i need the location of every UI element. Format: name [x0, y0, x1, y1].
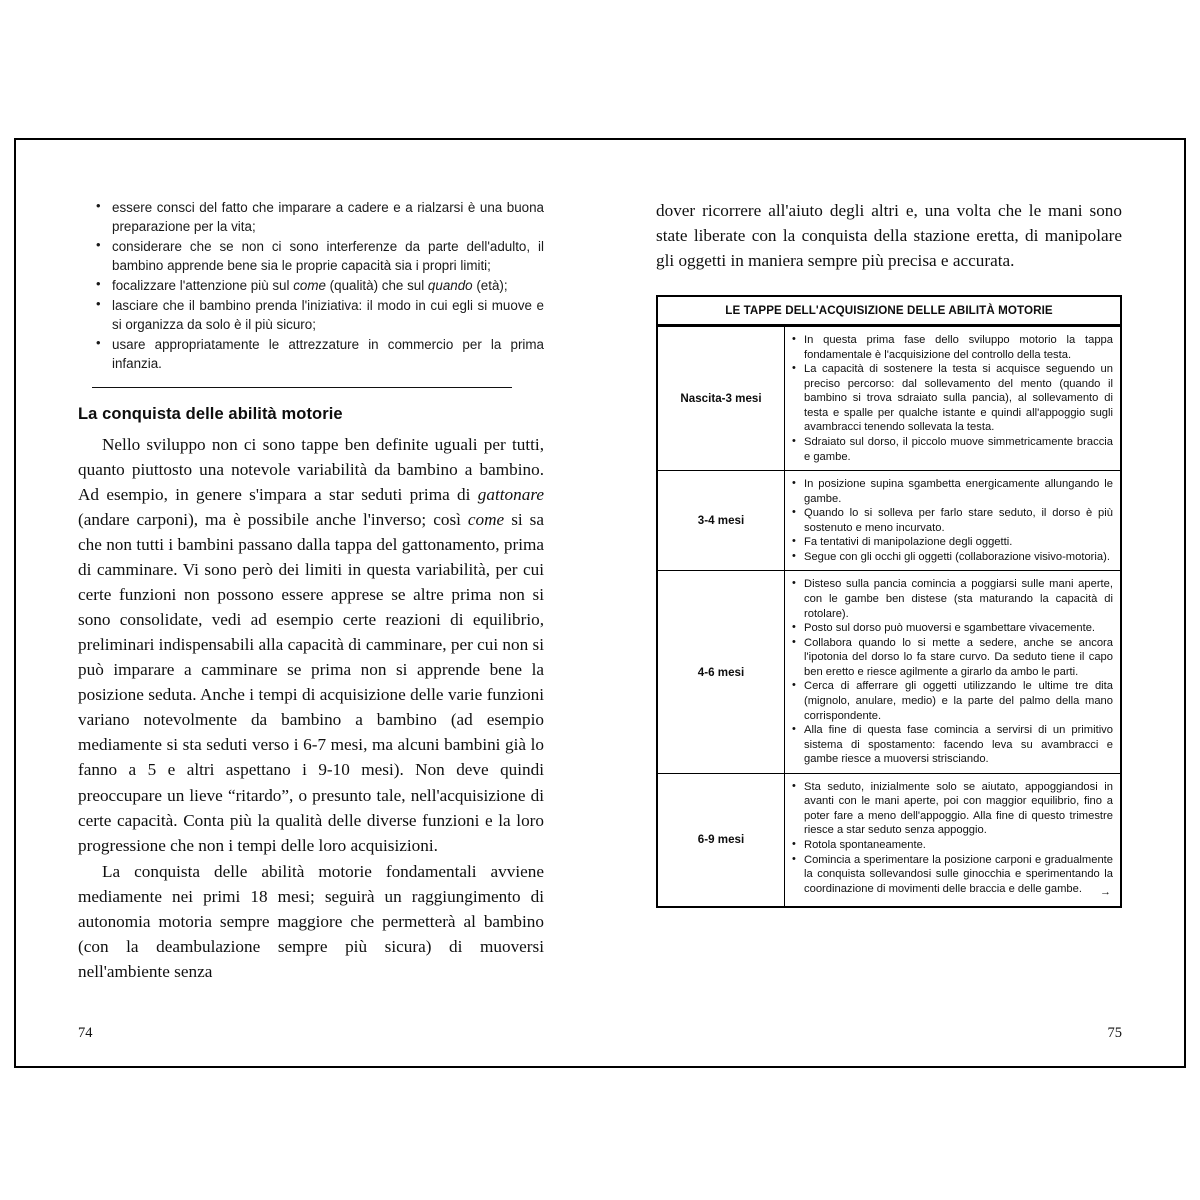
list-item: • Fa tentativi di manipolazione degli oggetti.: [792, 535, 1113, 550]
list-item: • Comincia a sperimentare la posizione carponi e gradualmente la conquista sollevandosi sulle ginocchia e sperimentando la coordinazione di movimenti delle braccia e delle gambe.: [792, 853, 1113, 897]
body-paragraph-2: La conquista delle abilità motorie fondamentali avviene mediamente nei primi 18 mesi; seguirà un raggiungimento di autonomia motoria sempre maggiore che permetterà al bambino (con la deambulazione sempre più sicura) di muoversi nell'ambiente senza: [78, 861, 544, 981]
age-cell: 3-4 mesi: [657, 471, 785, 571]
bullet-text-2: focalizzare l'attenzione più sul come (qualità) che sul quando (età);: [112, 278, 508, 294]
age-cell: Nascita-3 mesi: [657, 326, 785, 471]
page-number-right: 75: [1107, 1025, 1122, 1041]
intro-paragraph: dover ricorrere all'aiuto degli altri e, una volta che le mani sono state liberate con la conquista della stazione eretta, di manipolare gli oggetti in maniera sempre più precisa e accurata.: [656, 201, 1122, 271]
bullet-list: [92, 198, 544, 373]
bullet-text-0: essere consci del fatto che imparare a cadere e a rialzarsi è una buona preparazione per la vita;: [112, 200, 544, 235]
book-spread: [14, 138, 1186, 1068]
list-item: • In questa prima fase dello sviluppo motorio la tappa fondamentale è l'acquisizione del controllo della testa.: [792, 333, 1113, 362]
list-item: • Sdraiato sul dorso, il piccolo muove simmetricamente braccia e gambe.: [792, 435, 1113, 464]
motor-skills-table: [656, 295, 1122, 908]
list-item: • La capacità di sostenere la testa si acquisce seguendo un preciso percorso: dal sollevamento del mento (quando il bambino si trova sdraiato sulla pancia), al sollevamento di testa e spalle per qualche istante e quindi all'appoggio sugli avambracci tenendo sollevata la testa.: [792, 362, 1113, 435]
list-item: • Segue con gli occhi gli oggetti (collaborazione visivo-motoria).: [792, 550, 1113, 565]
left-page: [16, 140, 600, 1066]
table-row: [657, 571, 1121, 773]
age-cell: 4-6 mesi: [657, 571, 785, 773]
bullet-text-1: considerare che se non ci sono interferenze da parte dell'adulto, il bambino apprende bene sia le proprie capacità sia i propri limiti;: [112, 239, 544, 274]
list-item: [92, 296, 544, 334]
description-cell: [785, 471, 1122, 571]
list-item: • Sta seduto, inizialmente solo se aiutato, appoggiandosi in avanti con le mani aperte, poi con maggior equilibrio, fino a poter fare a meno dell'appoggio. Alla fine di questo trimestre riesce a star seduto senza appoggio.: [792, 780, 1113, 838]
list-item: • In posizione supina sgambetta energicamente allungando le gambe.: [792, 477, 1113, 506]
list-item: • Quando lo si solleva per farlo stare seduto, il dorso è più sostenuto e meno incurvato.: [792, 506, 1113, 535]
bullet-text-4: usare appropriatamente le attrezzature in commercio per la prima infanzia.: [112, 337, 544, 372]
page-number-left: 74: [78, 1025, 93, 1041]
continuation-arrow: →: [1100, 886, 1111, 899]
list-item: • Rotola spontaneamente.: [792, 838, 1113, 853]
list-item: [92, 276, 544, 295]
list-item: [92, 335, 544, 373]
body-paragraph-1: Nello sviluppo non ci sono tappe ben definite uguali per tutti, quanto piuttosto una notevole variabilità da bambino a bambino. Ad esempio, in genere s'impara a star seduti prima di gattonare (andare carponi), ma è possibile anche l'inverso; così come si sa che non tutti i bambini passano dalla tappa del gattonamento, prima di camminare. Vi sono però dei limiti in questa variabilità, per cui certe funzioni non possono essere apprese se altre prima non si sono consolidate, vedi ad esempio certe reazioni di equilibrio, preliminari indispensabili alla capacità di camminare, per cui non si può imparare a camminare se prima non si apprende bene la posizione seduta. Anche i tempi di acquisizione delle varie funzioni variano notevolmente da bambino a bambino (ad esempio mediamente si sta seduti verso i 6-7 mesi, ma alcuni bambini già lo fanno a 5 e altri aspettano i 9-10 mesi). Non deve quindi preoccupare un lieve “ritardo”, o presunto tale, nell'acquisizione di certe capacità. Conta più la qualità delle diverse funzioni e la loro progressione che non i tempi delle loro acquisizioni.: [78, 435, 544, 855]
section-heading: La conquista delle abilità motorie: [78, 405, 343, 424]
list-item: [92, 198, 544, 236]
bullet-text-3: lasciare che il bambino prenda l'iniziativa: il modo in cui egli si muove e si organizza da solo è il più sicuro;: [112, 298, 544, 333]
description-cell: [785, 326, 1122, 471]
list-item: • Collabora quando lo si mette a sedere, anche se ancora l'ipotonia del dorso lo fa stare curvo. Da seduto tiene il capo ben eretto e riesce agilmente a girarlo da ambo le parti.: [792, 636, 1113, 680]
table-row: [657, 773, 1121, 906]
list-item: • Cerca di afferrare gli oggetti utilizzando le ultime tre dita (mignolo, anulare, medio) e la parte del palmo della mano corrispondente.: [792, 679, 1113, 723]
list-item: • Disteso sulla pancia comincia a poggiarsi sulle mani aperte, con le gambe ben distese (sta maturando la capacità di rotolare).: [792, 577, 1113, 621]
description-cell: [785, 773, 1122, 906]
list-item: [92, 237, 544, 275]
table-caption: LE TAPPE DELL'ACQUISIZIONE DELLE ABILITÀ MOTORIE: [656, 295, 1122, 325]
age-cell: 6-9 mesi: [657, 773, 785, 906]
table-row: [657, 471, 1121, 571]
right-page: [600, 140, 1184, 1066]
table-row: [657, 326, 1121, 471]
horizontal-divider: [92, 387, 512, 388]
description-cell: [785, 571, 1122, 773]
list-item: • Alla fine di questa fase comincia a servirsi di un primitivo sistema di spostamento: facendo leva su avambracci e gambe riesce a muoversi strisciando.: [792, 723, 1113, 767]
list-item: • Posto sul dorso può muoversi e sgambettare vivacemente.: [792, 621, 1113, 636]
